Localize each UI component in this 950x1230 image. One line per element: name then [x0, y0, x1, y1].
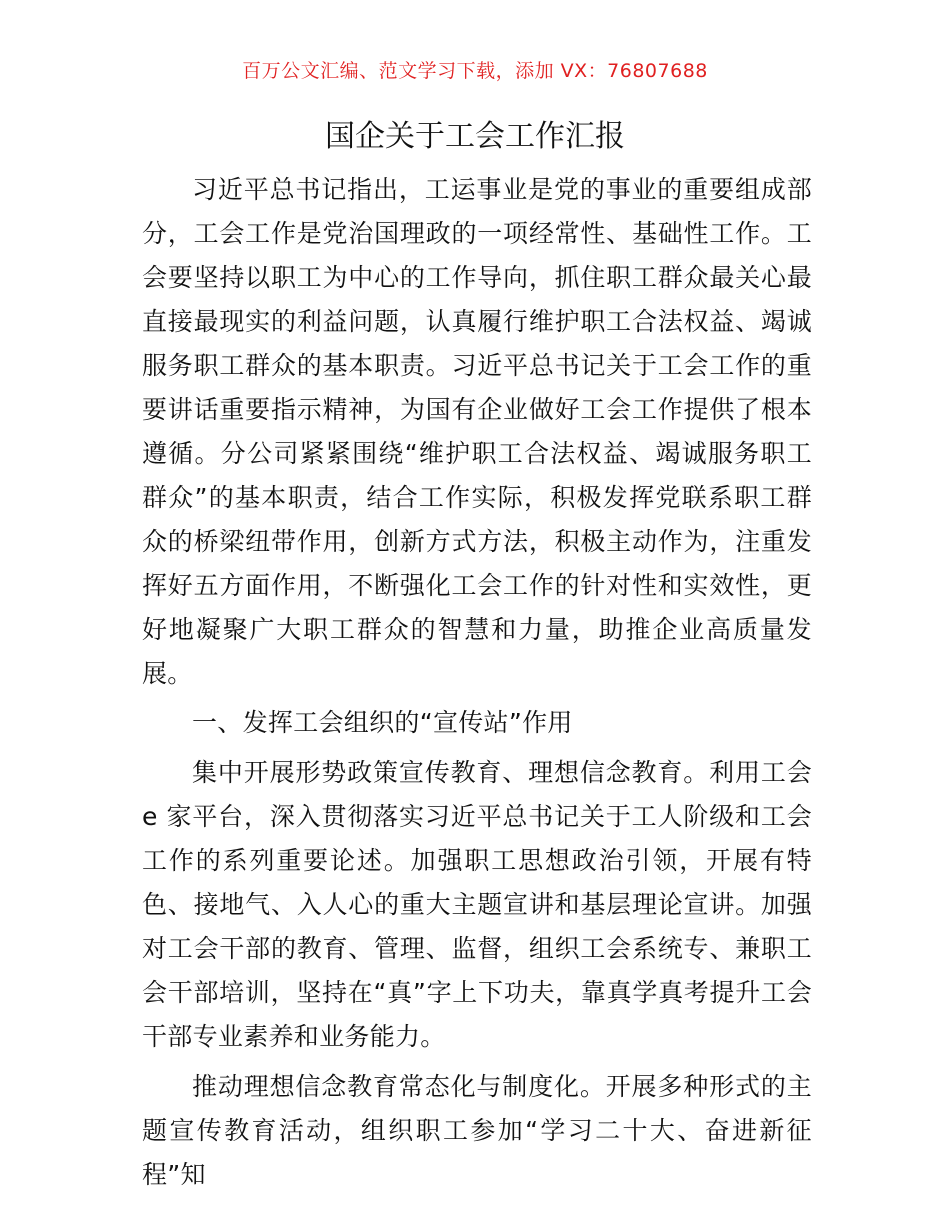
intro-paragraph: 习近平总书记指出，工运事业是党的事业的重要组成部分，工会工作是党治国理政的一项经常性、基础性工作。工会要坚持以职工为中心的工作导向，抓住职工群众最关心最直接最现实的利益问题，认真履行维护职工合法权益、竭诚服务职工群众的基本职责。习近平总书记关于工会工作的重要讲话重要指示精神，为国有企业做好工会工作提供了根本遵循。分公司紧紧围绕“维护职工合法权益、竭诚服务职工群众”的基本职责，结合工作实际，积极发挥党联系职工群众的桥梁纽带作用，创新方式方法，积极主动作为，注重发挥好五方面作用，不断强化工会工作的针对性和实效性，更好地凝聚广大职工群众的智慧和力量，助推企业高质量发展。 — [142, 175, 812, 688]
document-title: 国企关于工会工作汇报 — [325, 119, 625, 154]
section-1-paragraph-1: 集中开展形势政策宣传教育、理想信念教育。利用工会 e 家平台，深入贯彻落实习近平总书记关于工人阶级和工会工作的系列重要论述。加强职工思想政治引领，开展有特色、接地气、入人心的重大主题宣讲和基层理论宣讲。加强对工会干部的教育、管理、监督，组织工会系统专、兼职工会干部培训，坚持在“真”字上下功夫，靠真学真考提升工会干部专业素养和业务能力。 — [142, 758, 812, 1051]
section-1-paragraph-2: 推动理想信念教育常态化与制度化。开展多种形式的主题宣传教育活动，组织职工参加“学习二十大、奋进新征程”知 — [142, 1072, 812, 1189]
document-body — [142, 168, 812, 1197]
contact-banner: 百万公文汇编、范文学习下载，添加 VX：76807688 — [242, 60, 708, 82]
section-heading-1: 一、发挥工会组织的“宣传站”作用 — [192, 708, 573, 737]
